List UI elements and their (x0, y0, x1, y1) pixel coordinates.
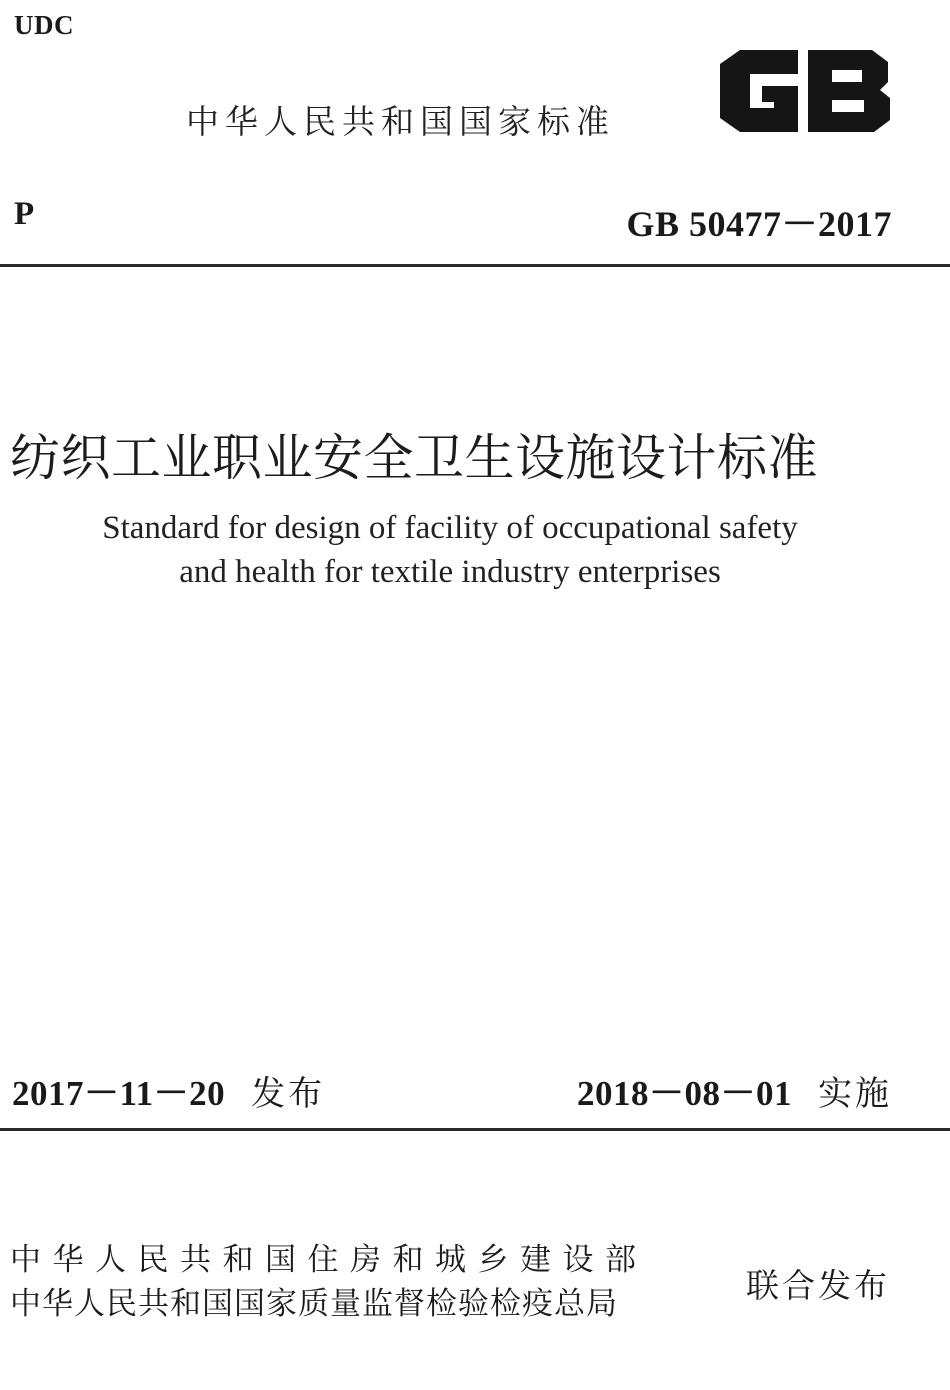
effective-date: 2018－08－01 (576, 1074, 792, 1113)
national-standard-heading: 中华人民共和国国家标准 (186, 102, 615, 141)
title-chinese: 纺织工业职业安全卫生设施设计标准 (10, 429, 818, 487)
issuer-ministry-housing: 中华人民共和国住房和城乡建设部 (10, 1242, 648, 1278)
issue-date: 2017－11－20 (12, 1074, 226, 1113)
effective-label: 实施 (818, 1074, 892, 1114)
title-english-line-2: and health for textile industry enterprises (179, 554, 721, 590)
top-divider (0, 264, 950, 267)
joint-issue-label: 联合发布 (746, 1266, 890, 1305)
udc-label: UDC (14, 10, 74, 40)
issuer-aqsiq: 中华人民共和国国家质量监督检验检疫总局 (10, 1286, 618, 1322)
issue-date-block (12, 1066, 325, 1116)
category-code: P (14, 196, 35, 232)
bottom-divider (0, 1128, 950, 1131)
issue-label: 发布 (251, 1074, 326, 1114)
issuing-authorities (10, 1238, 648, 1326)
title-english (0, 506, 900, 594)
gb-logo (716, 44, 894, 138)
standard-number: GB 50477－2017 (626, 204, 892, 244)
title-english-line-1: Standard for design of facility of occupational safety (102, 510, 798, 546)
effective-date-block (577, 1066, 892, 1116)
